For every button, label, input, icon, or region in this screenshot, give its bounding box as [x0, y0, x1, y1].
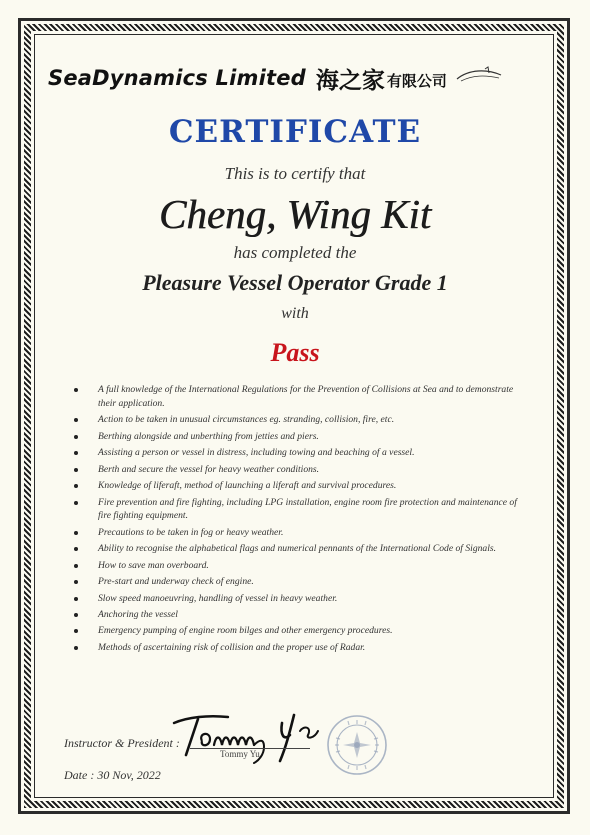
list-item: Methods of ascertaining risk of collision and the proper use of Radar. [72, 641, 522, 655]
bullet-icon [74, 418, 78, 422]
list-item: How to save man overboard. [72, 559, 522, 573]
bullet-icon [74, 468, 78, 472]
result-grade: Pass [270, 338, 320, 367]
list-item: A full knowledge of the International Regulations for the Prevention of Collisions at Sea and to demonstrate their application. [72, 383, 522, 410]
bullet-icon [74, 451, 78, 455]
bullet-icon [74, 547, 78, 551]
instructor-label: Instructor & President : [64, 736, 180, 750]
list-item: Assisting a person or vessel in distress, including towing and beaching of a vessel. [72, 446, 522, 460]
list-item: Knowledge of liferaft, method of launching a liferaft and survival procedures. [72, 479, 522, 493]
bullet-icon [74, 564, 78, 568]
company-seal [324, 712, 390, 783]
bullet-icon [74, 597, 78, 601]
certify-line: This is to certify that [224, 164, 366, 183]
company-header [48, 58, 548, 98]
list-item: Ability to recognise the alphabetical flags and numerical pennants of the International Code of Signals. [72, 542, 522, 556]
list-item: Emergency pumping of engine room bilges and other emergency procedures. [72, 624, 522, 638]
competency-list [72, 383, 522, 657]
list-item: Precautions to be taken in fog or heavy weather. [72, 526, 522, 540]
bullet-icon [74, 484, 78, 488]
company-name-cn: 海之家 [315, 67, 385, 94]
list-item: Action to be taken in unusual circumstances eg. stranding, collision, fire, etc. [72, 413, 522, 427]
company-name-en: SeaDynamics Limited [48, 66, 306, 90]
list-item: Slow speed manoeuvring, handling of vessel in heavy weather. [72, 592, 522, 606]
bullet-icon [74, 501, 78, 505]
list-item: Pre-start and underway check of engine. [72, 575, 522, 589]
bullet-icon [74, 435, 78, 439]
list-item: Anchoring the vessel [72, 608, 522, 622]
list-item: Berth and secure the vessel for heavy weather conditions. [72, 463, 522, 477]
bullet-icon [74, 531, 78, 535]
signer-name: Tommy Yu [220, 749, 260, 759]
bullet-icon [74, 646, 78, 650]
completed-line: has completed the [233, 243, 357, 262]
company-name-cn-suffix: 有限公司 [386, 71, 447, 90]
with-line: with [281, 305, 309, 322]
certificate-title: CERTIFICATE [168, 114, 422, 150]
list-item: Berthing alongside and unberthing from jetties and piers. [72, 430, 522, 444]
bullet-icon [74, 629, 78, 633]
bullet-icon [74, 388, 78, 392]
swoosh-logo-icon [455, 65, 503, 92]
bullet-icon [74, 580, 78, 584]
course-name: Pleasure Vessel Operator Grade 1 [142, 270, 448, 295]
recipient-name: Cheng, Wing Kit [158, 191, 432, 237]
bullet-icon [74, 613, 78, 617]
issue-date: Date : 30 Nov, 2022 [64, 768, 161, 782]
list-item: Fire prevention and fire fighting, including LPG installation, engine room fire protection and maintenance of fire fighting equipment. [72, 496, 522, 523]
handwritten-signature [168, 705, 338, 772]
